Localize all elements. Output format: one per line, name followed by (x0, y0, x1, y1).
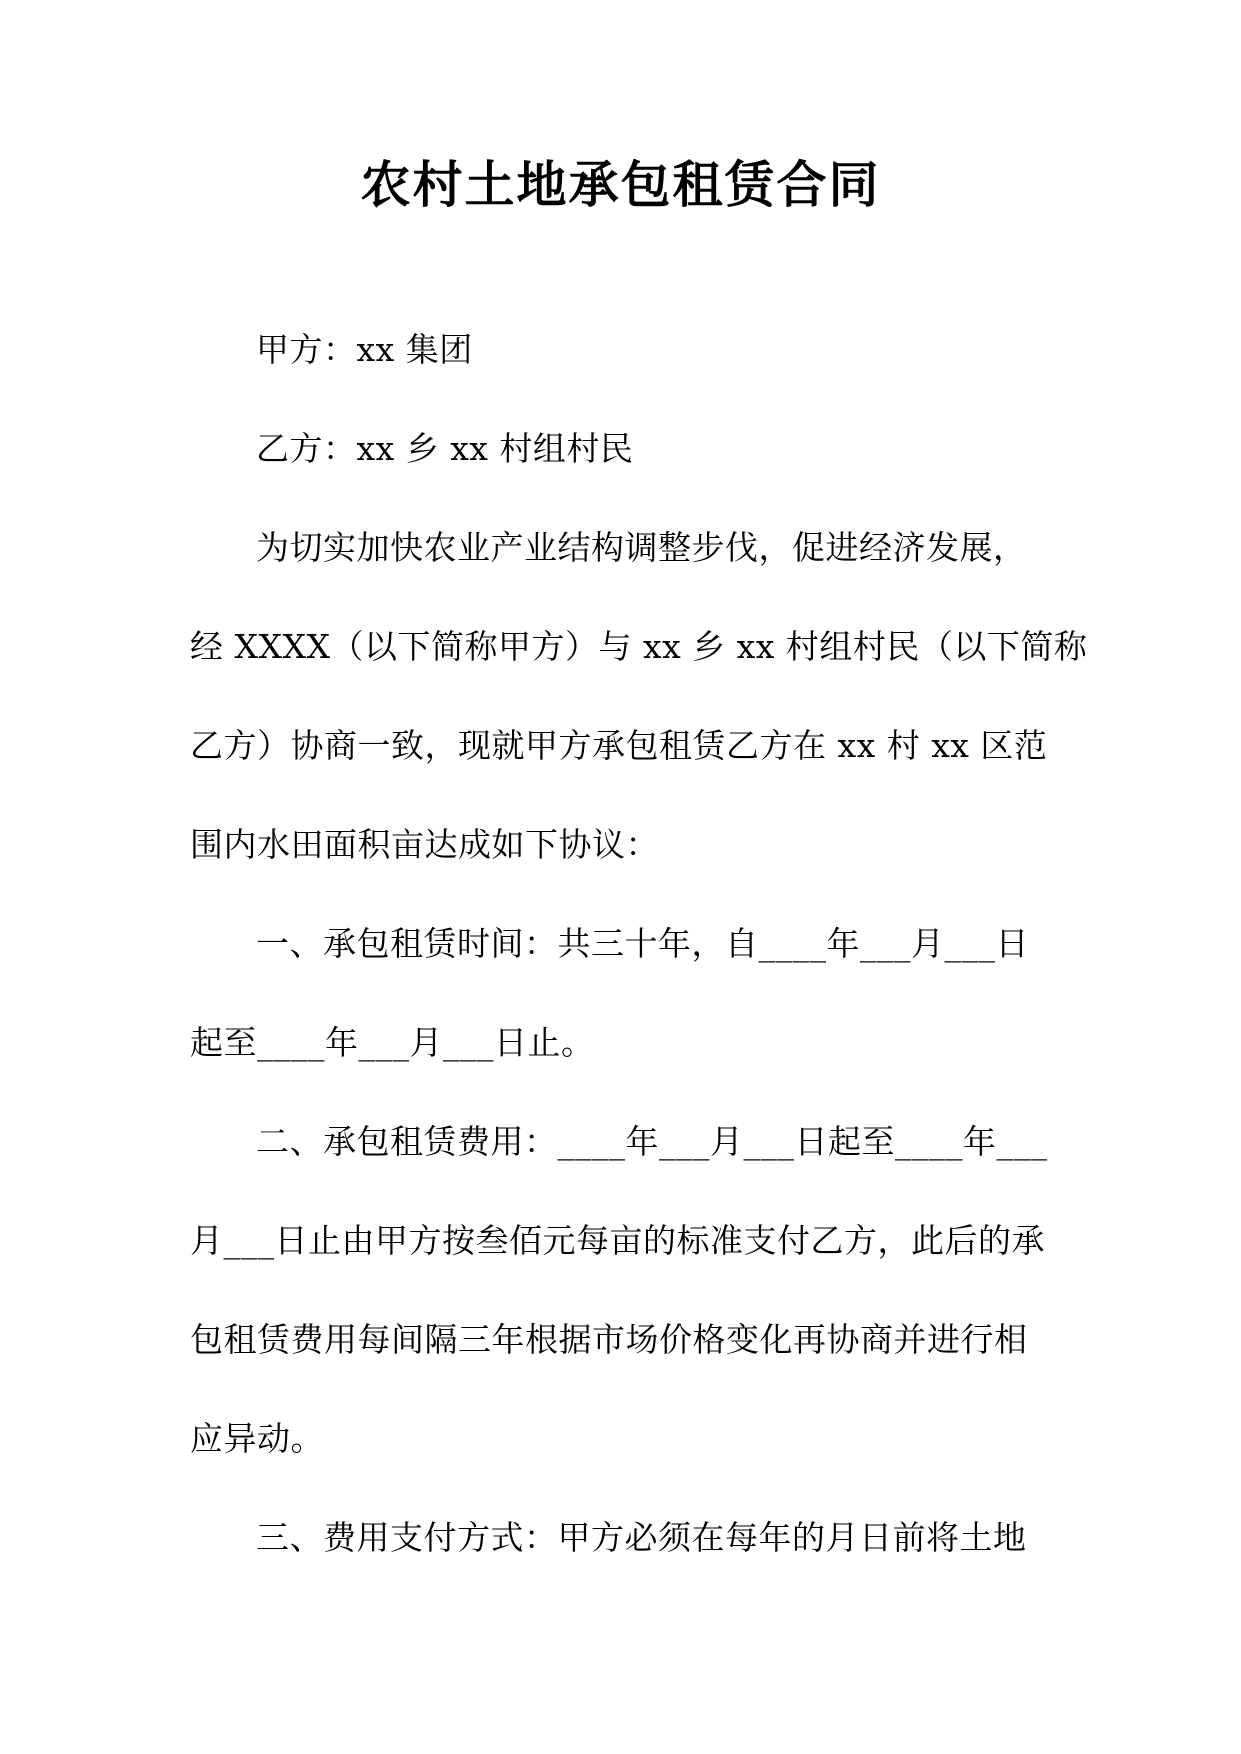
party-a-paragraph (190, 300, 1052, 399)
paragraph-line: 经 XXXX（以下简称甲方）与 xx 乡 xx 村组村民（以下简称 (190, 627, 1088, 666)
paragraph-line: 甲方：xx 集团 (256, 330, 473, 369)
paragraph-line: 三、费用支付方式：甲方必须在每年的月日前将土地 (256, 1518, 1027, 1557)
paragraph-line: 应异动。 (190, 1419, 324, 1458)
document-title: 农村土地承包租赁合同 (360, 155, 881, 214)
clause-2-paragraph (190, 1092, 1052, 1488)
paragraph-line: 月___日止由甲方按叁佰元每亩的标准支付乙方，此后的承 (190, 1221, 1045, 1260)
paragraph-line: 二、承包租赁费用：____年___月___日起至____年___ (256, 1122, 1048, 1161)
clause-1-paragraph (190, 894, 1052, 1092)
clause-3-paragraph (190, 1488, 1052, 1587)
preamble-paragraph (190, 498, 1088, 894)
paragraph-line: 包租赁费用每间隔三年根据市场价格变化再协商并进行相 (190, 1320, 1028, 1359)
paragraph-line: 乙方）协商一致，现就甲方承包租赁乙方在 xx 村 xx 区范 (190, 726, 1048, 765)
paragraph-line: 乙方：xx 乡 xx 村组村民 (256, 429, 634, 468)
paragraph-line: 围内水田面积亩达成如下协议： (190, 825, 659, 864)
paragraph-line: 为切实加快农业产业结构调整步伐，促进经济发展， (256, 528, 1027, 567)
party-b-paragraph (190, 399, 1052, 498)
document-body (190, 300, 1088, 1587)
paragraph-line: 起至____年___月___日止。 (190, 1023, 595, 1062)
paragraph-line: 一、承包租赁时间：共三十年，自____年___月___日 (256, 924, 1029, 963)
